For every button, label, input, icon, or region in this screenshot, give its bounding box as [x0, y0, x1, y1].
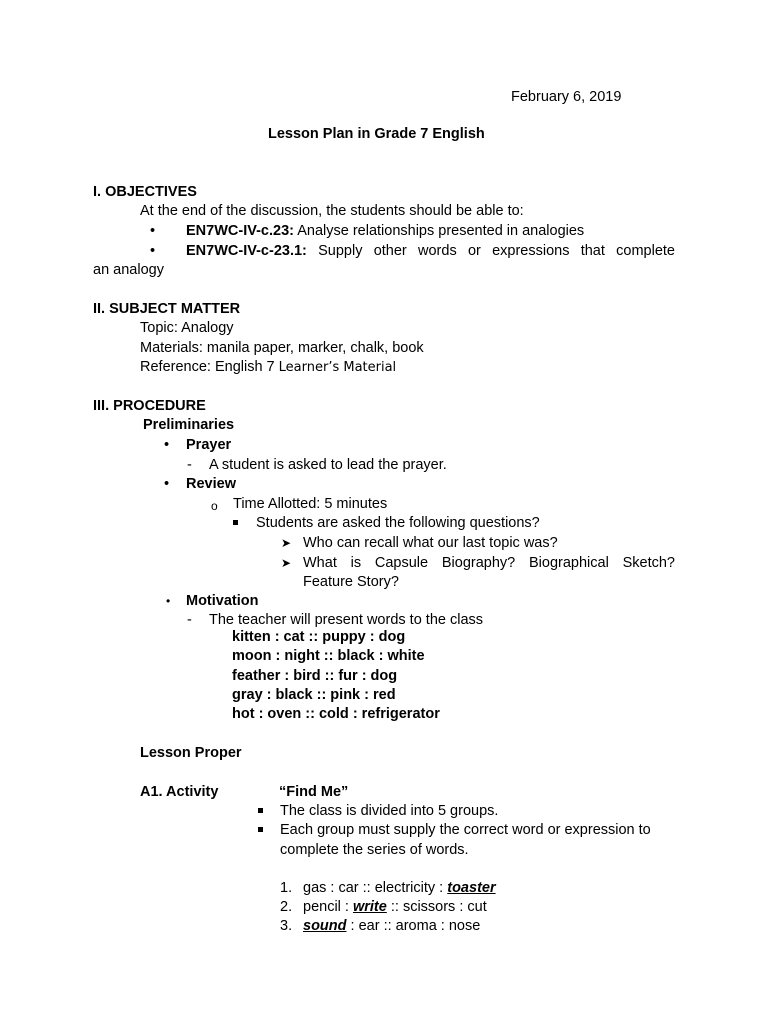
page-title: Lesson Plan in Grade 7 English [268, 126, 485, 142]
list-item [280, 917, 480, 935]
objective-2 [186, 242, 675, 260]
analogy-pair: hot : oven :: cold : refrigerator [232, 706, 440, 722]
date: February 6, 2019 [511, 89, 622, 105]
bullet-icon: • [164, 437, 170, 453]
dash-icon: - [187, 457, 192, 473]
subject-heading: II. SUBJECT MATTER [93, 301, 241, 317]
objective-1-code: EN7WC-IV-c.23: [186, 223, 294, 239]
review-question-2 [303, 554, 675, 572]
objective-2-text: Supply other words or expressions that complete [306, 243, 675, 259]
lesson-proper-heading: Lesson Proper [140, 745, 242, 761]
activity-name: “Find Me” [279, 784, 349, 800]
arrow-bullet-icon: ➤ [281, 556, 292, 570]
circle-bullet-icon: o [211, 499, 218, 513]
reference-prefix: Reference: English 7 [140, 359, 279, 375]
review-question-1: Who can recall what our last topic was? [303, 535, 558, 551]
prayer-text: A student is asked to lead the prayer. [209, 457, 447, 473]
review-asked: Students are asked the following questions? [256, 515, 540, 531]
arrow-bullet-icon: ➤ [281, 536, 292, 550]
subject-materials: Materials: manila paper, marker, chalk, book [140, 340, 424, 356]
review-time: Time Allotted: 5 minutes [233, 496, 388, 512]
review-label: Review [186, 476, 236, 492]
list-item [280, 898, 487, 916]
list-text: : ear :: aroma : nose [346, 918, 481, 934]
objective-2-code: EN7WC-IV-c-23.1: [186, 243, 307, 259]
objectives-intro: At the end of the discussion, the students should be able to: [140, 203, 524, 219]
dash-icon: - [187, 612, 192, 628]
list-text: :: scissors : cut [386, 899, 487, 915]
analogy-pair: kitten : cat :: puppy : dog [232, 629, 406, 645]
square-bullet-icon [258, 827, 263, 832]
bullet-icon: • [150, 243, 156, 259]
bullet-icon: • [166, 594, 171, 608]
list-text: pencil : [303, 899, 353, 915]
analogy-pair: gray : black :: pink : red [232, 687, 396, 703]
square-bullet-icon [258, 808, 263, 813]
list-number: 2. [280, 899, 293, 915]
motivation-text: The teacher will present words to the class [209, 612, 484, 628]
objective-1-text: Analyse relationships presented in analogies [293, 223, 585, 239]
activity-bullet-1: The class is divided into 5 groups. [280, 803, 499, 819]
answer-text: sound [303, 918, 347, 934]
objectives-heading: I. OBJECTIVES [93, 184, 197, 200]
answer-text: write [352, 899, 387, 915]
preliminaries-heading: Preliminaries [143, 417, 235, 433]
analogy-pair: feather : bird :: fur : dog [232, 668, 398, 684]
review-question-2-text: What is Capsule Biography? Biographical Sketch? [303, 555, 675, 571]
bullet-icon: • [164, 476, 170, 492]
review-question-2b: Feature Story? [303, 574, 399, 590]
list-text: gas : car :: electricity : [303, 880, 448, 896]
list-item [280, 879, 496, 897]
procedure-heading: III. PROCEDURE [93, 398, 206, 414]
motivation-label: Motivation [186, 593, 259, 609]
subject-reference [140, 358, 396, 377]
subject-topic: Topic: Analogy [140, 320, 234, 336]
list-number: 3. [280, 918, 293, 934]
activity-label: A1. Activity [140, 784, 219, 800]
activity-bullet-2: Each group must supply the correct word or expression to [280, 822, 651, 838]
prayer-label: Prayer [186, 437, 232, 453]
bullet-icon: • [150, 223, 156, 239]
answer-text: toaster [447, 880, 496, 896]
objective-1 [186, 222, 584, 240]
list-number: 1. [280, 880, 293, 896]
activity-bullet-2b: complete the series of words. [280, 842, 469, 858]
square-bullet-icon [233, 520, 238, 525]
objective-2-continuation: an analogy [93, 262, 164, 278]
analogy-pair: moon : night :: black : white [232, 648, 425, 664]
reference-book: Learner’s Material [278, 360, 397, 375]
